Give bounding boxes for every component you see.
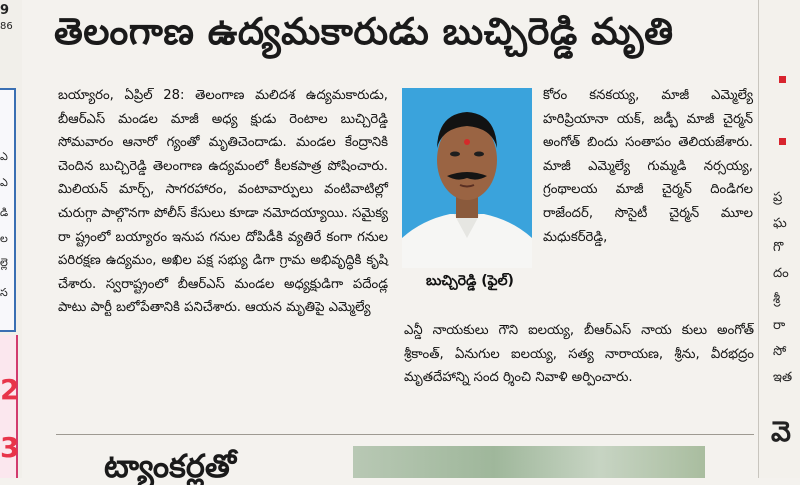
portrait-photo [402, 88, 532, 268]
right-neighbor-column [758, 0, 800, 478]
left-fragment: 86 [0, 21, 13, 32]
right-fragment: వె [771, 415, 791, 448]
left-red-digit: 2 [0, 373, 20, 406]
left-red-digit: 3 [0, 431, 20, 464]
left-fragment: ఎ [0, 150, 8, 163]
left-fragment: 9 [0, 3, 10, 18]
article-headline: తెలంగాణ ఉద్యమకారుడు బుచ్చిరెడ్డి మృతి [54, 10, 674, 53]
article-paragraph: కోరం కనకయ్య, మాజీ ఎమ్మెల్యే హరిప్రియానా యక్, జడ్పీ మాజీ చైర్మన్ అంగోత్ బిందు సంతాపం తెలియజేశారు. మాజీ ఎమ్మెల్యే గుమ్మడి నర్సయ్య, గ్రంథాలయ మాజీ చైర్మన్ దిండిగల రాజేందర్, సొసైటీ చైర్మన్ మూల మధుకర్‌రెడ్డి, [543, 88, 753, 245]
article-paragraph: బయ్యారం, ఏప్రిల్ 28: తెలంగాణ మలిదశ ఉద్యమకారుడు, బీఆర్ఎస్ మండల మాజీ అధ్య క్షుడు రెంటాల బుచ్చిరెడ్డి సోమవారం ఆనారో గ్యంతో మృతిచెందాడు. మండల కేంద్రానికి చెందిన బుచ్చిరెడ్డి తెలంగాణ ఉద్యమంలో కీలకపాత్ర పోషించారు. మిలియన్ మార్చ్, సాగరహారం, వంటావార్పులు వంటివాటిల్లో చురుగ్గా పాల్గొనగా పోలీస్ కేసులు కూడా నమోదయ్యాయి. సమైక్య రా ష్ట్రంలో బయ్యారం ఇనుప గనుల దోపిడీకి వ్యతిరే కంగా గనుల పరిరక్షణ ఉద్యమం, అఖిల పక్ష సభ్యు డిగా గ్రామ అభివృద్ధికి కృషి చేశారు. స్వరాష్ట్రంలో బీఆర్ఎస్ మండల అధ్యక్షుడిగా పదేండ్ల పాటు పార్టీ బలోపేతానికి పనిచేశారు. ఆయన మృతిపై ఎమ్మెల్యే [58, 88, 388, 316]
right-fragment: సో [773, 344, 787, 359]
bullet-square [779, 138, 786, 145]
photo-caption: బుచ్చిరెడ్డి (ఫైల్) [426, 273, 514, 289]
bullet-square [779, 76, 786, 83]
left-fragment: డి [0, 206, 9, 219]
right-fragment: గొ [773, 240, 784, 255]
article-body-right-bottom [404, 319, 754, 390]
section-divider [56, 434, 754, 435]
portrait-illustration [402, 88, 532, 268]
right-fragment: రా [773, 318, 786, 333]
right-fragment: శ్రీ [773, 292, 781, 307]
left-fragment: ఎ [0, 176, 8, 189]
right-fragment: దం [773, 266, 789, 281]
left-pink-box [0, 335, 18, 478]
left-fragment: ల [0, 232, 8, 245]
left-fragment: ల్లె [0, 256, 8, 269]
article-body-right-top [543, 84, 753, 249]
left-blue-box [0, 88, 16, 332]
article-body-left [58, 84, 388, 320]
article-paragraph: ఎన్డీ నాయకులు గౌని ఐలయ్య, బీఆర్ఎస్ నాయ కులు అంగోత్ శ్రీకాంత్, ఏనుగుల ఐలయ్య, సత్య నారాయణ, శ్రీను, వీరభద్రం మృతదేహాన్ని సంద ర్శించి నివాళి అర్పించారు. [404, 323, 754, 386]
next-article-headline: ట్యాంకర్లతో [104, 447, 237, 485]
left-neighbor-column [0, 0, 22, 478]
next-article-photo [353, 446, 705, 478]
right-fragment: ప్ర [773, 190, 783, 205]
left-fragment: స [0, 286, 8, 299]
right-fragment: ఇత [773, 370, 793, 385]
right-fragment: ఘ [773, 216, 787, 231]
